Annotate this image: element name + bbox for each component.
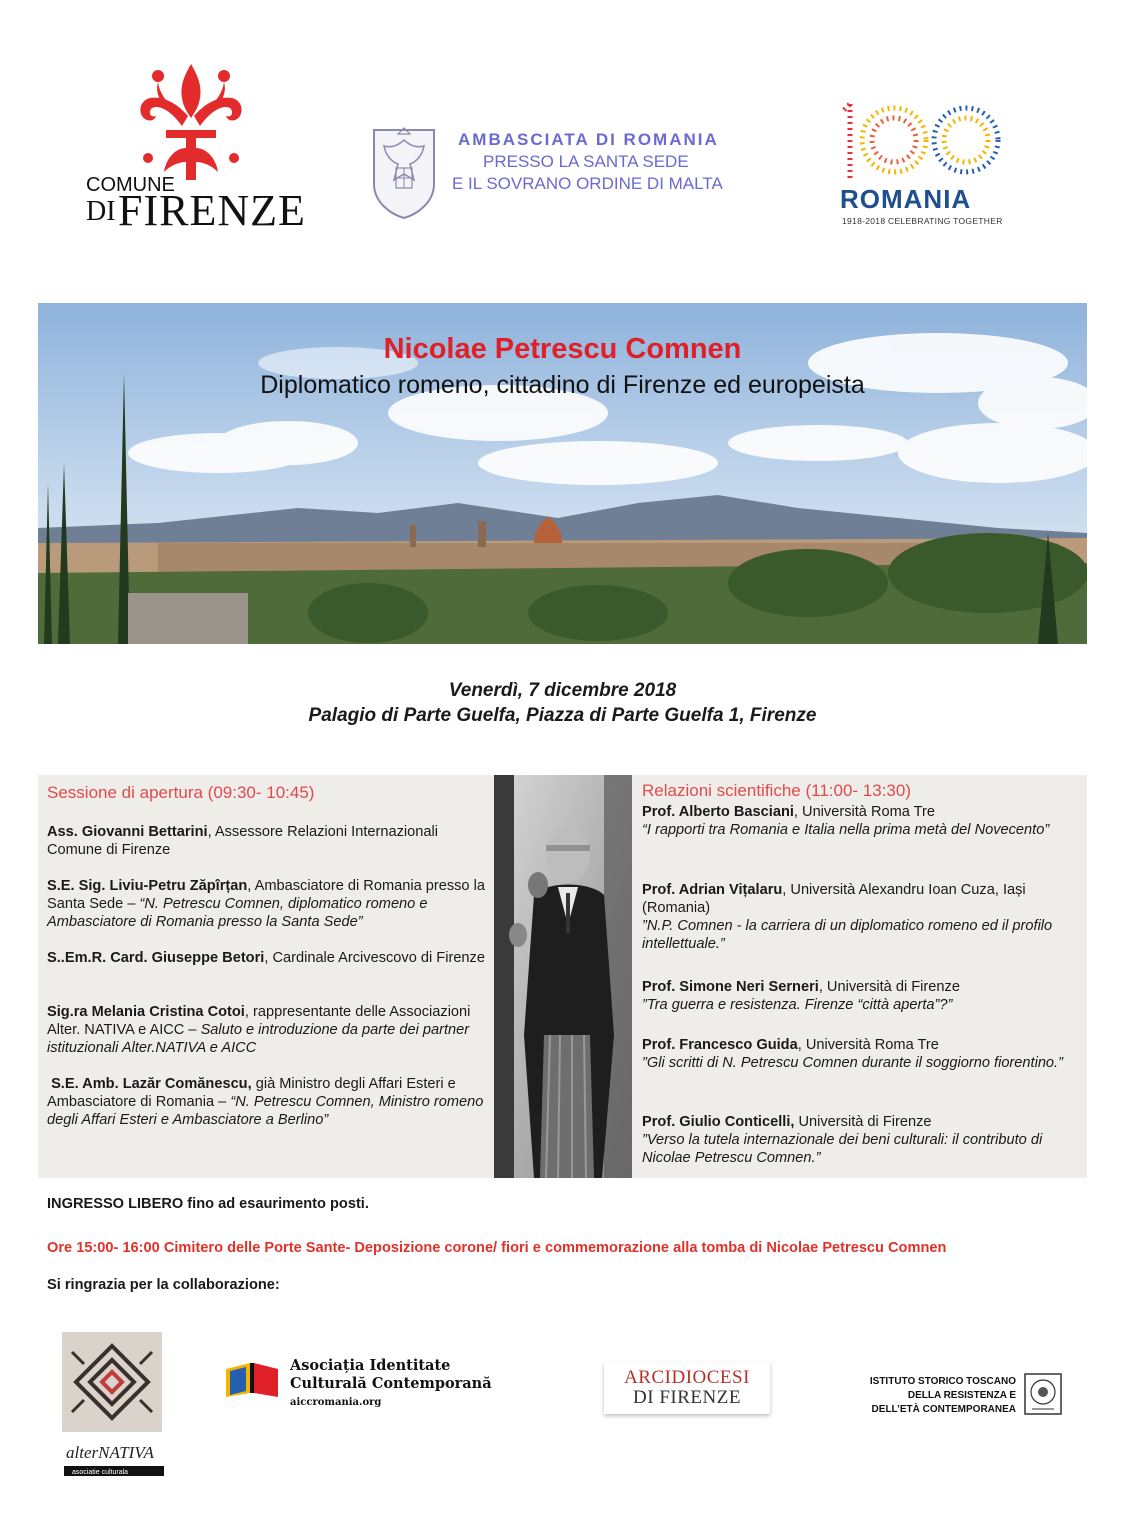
scientific-session-panel: [632, 775, 1087, 1178]
opening-session-title: Sessione di apertura (09:30- 10:45): [47, 783, 315, 802]
scientific-session-title: Relazioni scientifiche (11:00- 13:30): [642, 781, 911, 800]
talk-title: ”Gli scritti di N. Petrescu Comnen durante il soggiorno fiorentino.”: [642, 1055, 1063, 1071]
speaker-name: Sig.ra Melania Cristina Cotoi: [47, 1004, 245, 1020]
speaker-affiliation: , Università di Firenze: [818, 979, 960, 995]
arcidiocesi-line-2: DI FIRENZE: [633, 1387, 741, 1408]
event-date: Venerdì, 7 dicembre 2018: [448, 680, 677, 701]
speaker-name: Prof. Simone Neri Serneri: [642, 979, 819, 995]
speaker-affiliation: Università di Firenze: [794, 1114, 932, 1130]
speaker-role: , Assessore Relazioni Internazionali Comune di Firenze: [47, 824, 438, 858]
talk-title: “N. Petrescu Comnen, Ministro romeno degli Affari Esteri e Ambasciatore a Berlino”: [47, 1094, 484, 1128]
talk-title: ”Tra guerra e resistenza. Firenze “città aperta”?”: [642, 997, 953, 1013]
aicc-url: aiccromania.org: [290, 1397, 382, 1408]
speaker-name: S.E. Amb. Lazăr Comănescu,: [51, 1076, 252, 1092]
talk-title: ”N.P. Comnen - la carriera di un diplomatico romeno ed il profilo intellettuale.”: [642, 918, 1053, 952]
comune-di-firenze-logo: [84, 62, 306, 242]
talk-title: ”Verso la tutela internazionale dei beni culturali: il contributo di Nicolae Petrescu Comnen.”: [642, 1132, 1043, 1166]
speaker-name: S..Em.R. Card. Giuseppe Betori: [47, 950, 265, 966]
speaker-role: , Ambasciatore di Romania presso la Santa Sede –: [47, 878, 485, 912]
embassy-line-1: AMBASCIATA DI ROMANIA: [458, 130, 719, 149]
list-item: [47, 1003, 487, 1057]
open-book-icon: [222, 1359, 282, 1399]
istituto-seal-icon: [1024, 1373, 1062, 1415]
arcidiocesi-line-1: ARCIDIOCESI: [624, 1367, 750, 1388]
aicc-logo: [222, 1355, 532, 1415]
list-item: [642, 803, 1082, 839]
speaker-role: già Ministro degli Affari Esteri e Ambasciatore di Romania –: [47, 1076, 456, 1110]
free-entry-note: [47, 1196, 369, 1212]
speaker-role: , rappresentante delle Associazioni Alter. NATIVA e AICC –: [47, 1004, 471, 1038]
speaker-name: Prof. Giulio Conticelli,: [642, 1114, 795, 1130]
svg-text:alterNATIVA: alterNATIVA: [66, 1443, 154, 1462]
speaker-name: S.E. Sig. Liviu-Petru Zăpîrțan: [47, 878, 248, 894]
arcidiocesi-logo: [604, 1362, 770, 1414]
talk-title: “I rapporti tra Romania e Italia nella prima metà del Novecento”: [642, 822, 1050, 838]
free-entry-rest: fino ad esaurimento posti.: [183, 1196, 369, 1212]
embassy-line-2: PRESSO LA SANTA SEDE: [483, 152, 689, 171]
alternativa-logo: [62, 1332, 166, 1478]
list-item: [642, 1036, 1082, 1072]
istituto-name: ISTITUTO STORICO TOSCANO DELLA RESISTENZA E DELL’ETÀ CONTEMPORANEA: [869, 1376, 1016, 1415]
centenary-tagline: 1918-2018 CELEBRATING TOGETHER: [842, 216, 1003, 226]
list-item: [642, 978, 1082, 1014]
alternativa-emblem-icon: [62, 1332, 166, 1478]
logo-text-firenze: FIRENZE: [118, 186, 306, 235]
comnen-portrait-photo: [494, 775, 632, 1178]
speaker-name: Prof. Adrian Vițalaru: [642, 882, 783, 898]
free-entry-bold: INGRESSO LIBERO: [47, 1196, 184, 1212]
speaker-affiliation: , Università Roma Tre: [793, 804, 936, 820]
speaker-name: Prof. Alberto Basciani: [642, 804, 794, 820]
embassy-line-3: E IL SOVRANO ORDINE DI MALTA: [452, 174, 723, 193]
list-item: [47, 877, 487, 931]
centenary-100-icon: [836, 96, 1006, 186]
banner-title: Nicolae Petrescu Comnen: [383, 333, 742, 365]
thanks-heading: Si ringrazia per la collaborazione:: [47, 1277, 280, 1293]
list-item: [642, 1113, 1082, 1167]
centenary-word: ROMANIA: [840, 184, 972, 214]
romania-centenary-logo: [836, 96, 1016, 236]
afternoon-ceremony: Ore 15:00- 16:00 Cimitero delle Porte Sante- Deposizione corone/ fiori e commemorazione alla tomba di Nicolae Petrescu Comnen: [47, 1240, 947, 1256]
speaker-name: Prof. Francesco Guida: [642, 1037, 798, 1053]
florence-panorama-banner: [38, 303, 1087, 644]
talk-title: Saluto e introduzione da parte dei partner istituzionali Alter.NATIVA e AICC: [47, 1022, 470, 1056]
portrait-image: [494, 775, 632, 1178]
embassy-logo: [370, 124, 770, 224]
florence-lily-icon: [136, 62, 246, 187]
aicc-name: Asociația Identitate Culturală Contemporană: [290, 1357, 492, 1392]
speaker-role: , Cardinale Arcivescovo di Firenze: [264, 950, 485, 966]
talk-title: “N. Petrescu Comnen, diplomatico romeno e Ambasciatore di Romania presso la Santa Sede”: [47, 896, 428, 930]
logo-text-comune: COMUNE: [86, 174, 175, 196]
list-item: [642, 881, 1082, 953]
list-item: [47, 1075, 487, 1129]
event-venue: Palagio di Parte Guelfa, Piazza di Parte Guelfa 1, Firenze: [308, 705, 817, 726]
speaker-name: Ass. Giovanni Bettarini: [47, 824, 208, 840]
speaker-affiliation: , Università Roma Tre: [797, 1037, 939, 1053]
list-item: [47, 823, 487, 859]
romanian-coat-of-arms-icon: [370, 124, 438, 220]
opening-session-panel: [38, 775, 494, 1178]
banner-subtitle: Diplomatico romeno, cittadino di Firenze ed europeista: [260, 371, 865, 399]
istituto-storico-logo: [862, 1373, 1062, 1419]
svg-text:asociatie culturala: asociatie culturala: [72, 1469, 129, 1476]
speaker-affiliation: , Università Alexandru Ioan Cuza, Iași (Romania): [642, 882, 1026, 916]
logo-text-di: DI: [86, 196, 116, 227]
list-item: [47, 949, 487, 967]
